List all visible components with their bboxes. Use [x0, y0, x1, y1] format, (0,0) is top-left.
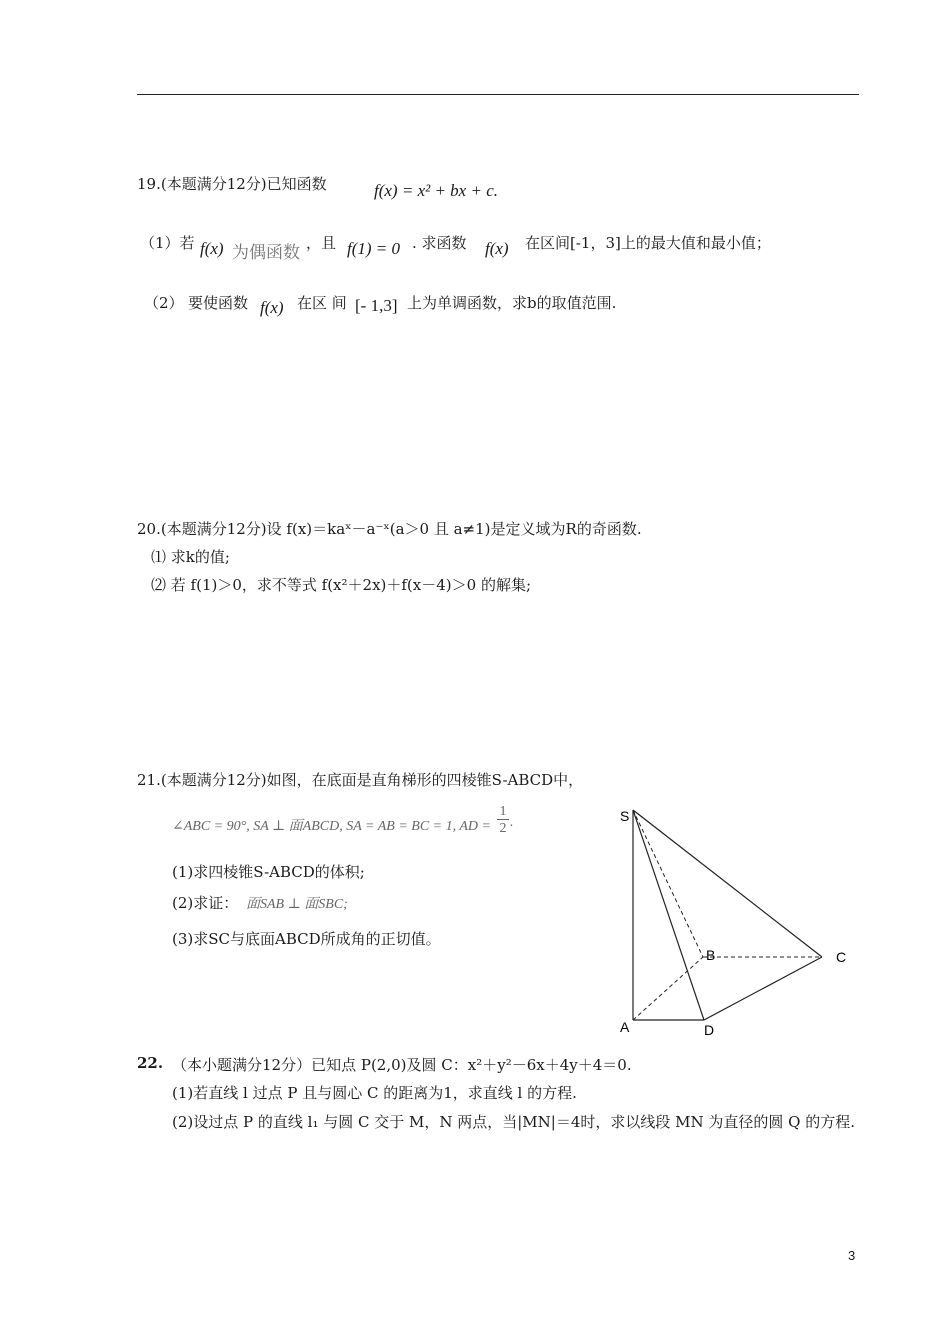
- edge-SD: [633, 810, 704, 1020]
- q21-frac-num: 1: [497, 804, 509, 820]
- q20-part1: ⑴ 求k的值;: [151, 548, 230, 566]
- q21-header: 21.(本题满分12分)如图，在底面是直角梯形的四棱锥S-ABCD中，: [137, 771, 584, 789]
- q19-function-formula: f(x) = x² + bx + c: [374, 181, 494, 200]
- header-rule: [137, 94, 859, 95]
- label-B: B: [706, 947, 716, 963]
- q19-p2-fx: f(x): [260, 298, 284, 317]
- q22-part1: (1)若直线 l 过点 P 且与圆心 C 的距离为1，求直线 l 的方程.: [172, 1084, 577, 1102]
- edge-SB-hidden: [633, 810, 703, 957]
- q19-p1-label: （1）若: [140, 234, 195, 252]
- q21-p2-math: 面SAB ⊥ 面SBC;: [246, 897, 348, 912]
- label-A: A: [620, 1019, 630, 1035]
- pyramid-figure: [600, 795, 860, 1045]
- edge-AB-hidden: [633, 957, 703, 1020]
- q19-p1-rest: 在区间[-1，3]上的最大值和最小值；: [525, 234, 771, 252]
- q22-header: （本小题满分12分）已知点 P(2,0)及圆 C：x²＋y²－6x＋4y＋4＝0.: [172, 1056, 632, 1074]
- q19-p1-even: 为偶函数: [232, 243, 300, 263]
- q19-p1-fx2: f(x): [485, 239, 509, 258]
- q22-part2: (2)设过点 P 的直线 l₁ 与圆 C 交于 M，N 两点，当|MN|＝4时，求以线段 MN 为直径的圆 Q 的方程.: [172, 1113, 856, 1131]
- q21-part1: (1)求四棱锥S-ABCD的体积;: [172, 863, 365, 881]
- q19-number: 19.: [137, 175, 161, 193]
- q20-part2: ⑵ 若 f(1)＞0，求不等式 f(x²＋2x)＋f(x－4)＞0 的解集;: [151, 576, 532, 594]
- q19-part1: [140, 232, 195, 253]
- q19-header: [137, 173, 327, 194]
- q19-p2-text1: 要使函数: [188, 294, 249, 312]
- q19-p1-condition: f(1) = 0: [347, 239, 401, 258]
- q19-p2-text2: 在区 间: [297, 294, 347, 312]
- q21-p2-label: (2)求证：: [172, 894, 239, 912]
- q20-header: 20.(本题满分12分)设 f(x)＝kaˣ－a⁻ˣ(a＞0 且 a≠1)是定义域为R的奇函数.: [137, 520, 642, 538]
- q19-header-text: (本题满分12分)已知函数: [160, 175, 327, 193]
- page-number: 3: [848, 1248, 856, 1263]
- label-S: S: [620, 808, 630, 824]
- label-D: D: [704, 1022, 715, 1038]
- q19-p1-and: ，且: [306, 234, 337, 252]
- q21-cond-text: ∠ABC = 90°, SA ⊥ 面ABCD, SA = AB = BC = 1, AD =: [172, 819, 491, 834]
- q21-conditions: [172, 815, 491, 835]
- q19-p2-interval: [- 1,3]: [355, 296, 398, 315]
- q19-p2-label: （2）: [144, 294, 184, 312]
- q22-number: 22.: [137, 1054, 164, 1072]
- q21-frac-end: .: [510, 815, 514, 830]
- q21-frac-den: 2: [499, 821, 507, 836]
- edge-SC: [633, 810, 822, 957]
- q19-p1-find: . 求函数: [412, 234, 467, 252]
- q21-part3: (3)求SC与底面ABCD所成角的正切值。: [172, 930, 441, 948]
- q21-fraction: [497, 804, 509, 837]
- edge-DC: [704, 957, 822, 1020]
- q19-function-end: .: [493, 181, 498, 200]
- label-C: C: [836, 949, 847, 965]
- q19-p2-text3: 上为单调函数，求b的取值范围.: [407, 294, 617, 312]
- q19-p1-fx: f(x): [200, 239, 224, 258]
- q19-function: [374, 181, 498, 201]
